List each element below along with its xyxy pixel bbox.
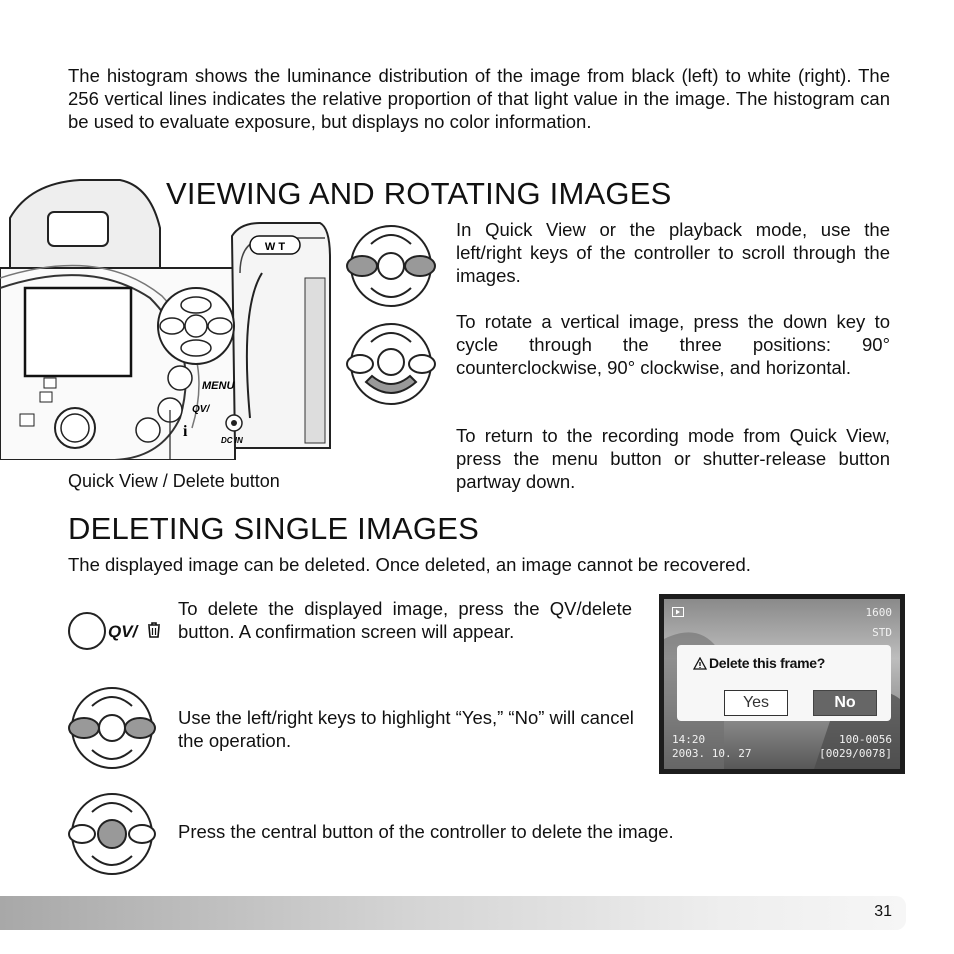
camera-back-illustration: [0, 178, 340, 460]
footer-bar: [0, 896, 906, 930]
dcin-label: DC IN: [221, 436, 243, 445]
viewing-para-scroll: In Quick View or the playback mode, use the left/right keys of the controller to scroll through the images.: [456, 219, 890, 286]
trash-icon: [146, 621, 162, 639]
controller-left-right-icon-2: [64, 686, 160, 770]
deleting-heading: DELETING SINGLE IMAGES: [68, 511, 479, 546]
viewing-para-return: To return to the recording mode from Quick View, press the menu button or shutter-release button partway down.: [456, 425, 890, 492]
lcd-frame-count: [0029/0078]: [819, 747, 892, 760]
dialog-question: Delete this frame?: [709, 655, 825, 671]
info-label: i: [183, 423, 188, 440]
controller-center-icon: [64, 792, 160, 876]
qv-delete-label: QV/: [108, 622, 138, 641]
delete-step3-text: Press the central button of the controller to delete the image.: [178, 821, 674, 842]
menu-label: MENU: [202, 380, 235, 392]
no-button[interactable]: No: [813, 690, 877, 716]
delete-step1-text: To delete the displayed image, press the QV/delete button. A confirmation screen will appear.: [178, 598, 632, 642]
lcd-date: 2003. 10. 27: [672, 747, 752, 760]
viewing-heading: VIEWING AND ROTATING IMAGES: [166, 176, 672, 211]
playback-icon: [672, 607, 684, 617]
lcd-screen: [659, 594, 905, 774]
lcd-quality: STD: [872, 626, 892, 639]
controller-left-right-icon: [340, 224, 442, 308]
deleting-intro: The displayed image can be deleted. Once deleted, an image cannot be recovered.: [68, 554, 751, 575]
delete-step2-text: Use the left/right keys to highlight “Yes,” “No” will cancel the operation.: [178, 707, 634, 751]
zoom-lever-label: W T: [264, 241, 286, 253]
delete-confirm-dialog: [677, 645, 891, 721]
viewing-para-rotate: To rotate a vertical image, press the down key to cycle through the three positions: 90° counterclockwise, 90° clockwise, and horizontal.: [456, 311, 890, 378]
lcd-iso: 1600: [865, 606, 892, 619]
warning-icon: [693, 657, 707, 670]
intro-paragraph: The histogram shows the luminance distribution of the image from black (left) to white (right). The 256 vertical lines indicates the relative proportion of that light value in the image. The histogram can be used to evaluate exposure, but displays no color information.: [68, 65, 890, 132]
page-number: 31: [874, 903, 892, 920]
lcd-time: 14:20: [672, 733, 706, 746]
lcd-file-number: 100-0056: [839, 733, 892, 746]
qv-delete-button-icon: [66, 610, 108, 652]
quick-view-delete-callout: Quick View / Delete button: [68, 471, 280, 491]
controller-down-icon: [340, 322, 442, 406]
lcd-image: [664, 599, 900, 769]
qv-label: QV/: [192, 404, 210, 415]
yes-button[interactable]: Yes: [724, 690, 788, 716]
